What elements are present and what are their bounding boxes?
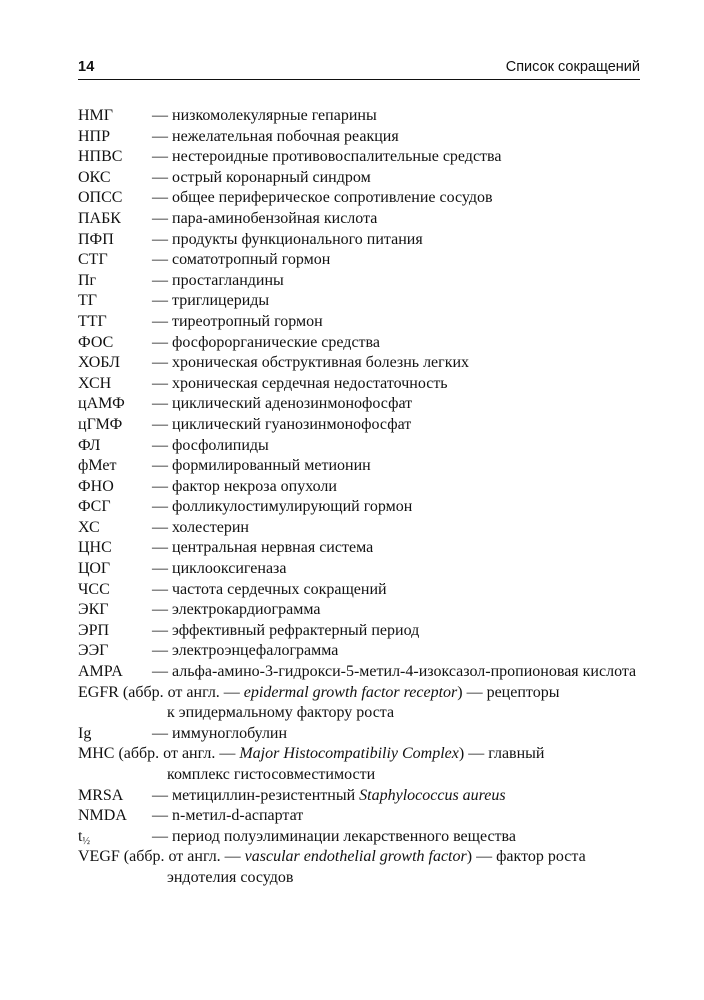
abbreviation-definition: — пара-аминобензойная кислота [152,209,378,227]
abbreviation-entry-mrsa [78,786,640,807]
abbreviation-entry-mhc [78,744,640,785]
abbreviation-definition: — низкомолекулярные гепарины [152,107,377,124]
abbreviation-definition: — острый коронарный синдром [152,168,371,186]
abbreviation-definition: — формилированный метионин [152,457,371,475]
abbreviation-term: ФСГ [78,498,111,516]
abbreviation-term: ТТГ [78,312,107,330]
abbreviation-entry [78,477,640,498]
abbreviation-entry-egfr [78,683,640,724]
abbreviation-term: AMPA [78,663,123,681]
abbreviation-term: ОПСС [78,189,123,207]
abbreviation-term: цАМФ [78,395,125,413]
abbreviation-definition: — нежелательная побочная реакция [152,127,399,145]
abbreviation-entry [78,230,640,251]
abbreviation-definition: — простагландины [152,271,284,289]
definition-text: ) — главный [458,745,545,763]
abbreviation-entry [78,188,640,209]
abbreviation-entry [78,580,640,601]
abbreviation-term: ПФП [78,230,114,248]
abbreviation-definition: — триглицериды [152,292,270,310]
abbreviation-entry-nmda [78,806,640,827]
abbreviation-definition: — период полуэлиминации лекарственного вещества [152,827,516,845]
abbreviation-definition: — продукты функционального питания [152,230,423,248]
abbreviation-definition: — фосфолипиды [152,436,269,454]
abbreviation-definition: — соматотропный гормон [152,251,331,269]
abbreviation-term: NMDA [78,807,127,825]
abbreviation-term: цГМФ [78,415,123,433]
abbreviation-definition: — холестерин [152,518,249,536]
abbreviation-entry-vegf [78,847,640,888]
abbreviation-term: ХС [78,518,100,536]
abbreviation-definition: — фолликулостимулирующий гормон [152,498,413,516]
abbreviation-entry [78,600,640,621]
abbreviation-term: ФОС [78,333,114,351]
abbreviation-term: MHC [78,745,115,763]
abbreviation-entry [78,497,640,518]
abbreviation-entry [78,312,640,333]
abbreviation-term: MRSA [78,786,124,804]
abbreviation-term: ПАБК [78,209,121,227]
definition-text: ) — фактор роста [466,848,586,866]
abbreviation-entry-t-half [78,827,640,848]
abbreviation-term: ЭРП [78,621,110,639]
abbreviation-term: ХСН [78,374,112,392]
abbreviation-definition: — частота сердечных сокращений [152,580,387,598]
abbreviation-entry [78,436,640,457]
abbreviation-definition: — фактор некроза опухоли [152,477,337,495]
abbreviation-entry [78,621,640,642]
abbreviation-term: ЭЭГ [78,642,109,660]
abbreviation-entry [78,641,640,662]
definition-italic: Major Histocompatibiliy Complex [239,745,459,763]
abbreviation-term: ФЛ [78,436,101,454]
abbreviation-definition: — циклооксигеназа [152,560,287,578]
abbreviation-term: СТГ [78,251,108,269]
abbreviation-definition: — альфа-амино-3-гидрокси-5-метил-4-изоксазол-пропионовая кислота [152,663,637,681]
definition-italic: Staphylococcus aureus [359,786,506,804]
page-number: 14 [78,59,95,75]
abbreviation-term: ФНО [78,477,114,495]
abbreviation-list [78,106,640,889]
abbreviation-entry [78,374,640,395]
page-header [78,55,640,79]
abbreviation-entry [78,353,640,374]
abbreviation-term: ЦОГ [78,560,111,578]
abbreviation-definition: — фосфорорганические средства [152,333,380,351]
abbreviation-term: ХОБЛ [78,354,120,372]
definition-continuation: эндотелия сосудов [167,868,294,886]
abbreviation-entry [78,518,640,539]
definition-text: (аббр. от англ. — [118,745,240,763]
running-title: Список сокращений [505,59,640,75]
abbreviation-term: Ig [78,724,92,742]
abbreviation-term: ТГ [78,292,98,310]
abbreviation-entry-ig [78,724,640,745]
abbreviation-definition: — n-метил-d-аспартат [152,807,304,825]
abbreviation-term: ЭКГ [78,601,109,619]
definition-text: (аббр. от англ. — [123,848,245,866]
abbreviation-term: t [78,827,83,845]
abbreviation-term: EGFR [78,683,119,701]
definition-italic: epidermal growth factor receptor [243,683,458,701]
definition-italic: vascular endothelial growth factor [244,848,467,866]
abbreviation-entry [78,106,640,127]
abbreviation-entry [78,333,640,354]
abbreviation-definition: — электрокардиограмма [152,601,321,619]
abbreviation-definition: — циклический гуанозинмонофосфат [152,415,412,433]
abbreviation-entry [78,147,640,168]
abbreviation-definition: — нестероидные противовоспалительные средства [152,148,502,166]
definition-continuation: к эпидермальному фактору роста [167,704,395,722]
abbreviation-term: ЧСС [78,580,110,598]
abbreviation-term: НПР [78,127,111,145]
abbreviation-definition: — хроническая обструктивная болезнь легких [152,354,470,372]
abbreviation-definition: — эффективный рефрактерный период [152,621,420,639]
abbreviation-definition: — тиреотропный гормон [152,312,323,330]
definition-text: — метициллин-резистентный [152,786,360,804]
definition-continuation: комплекс гистосовместимости [167,766,376,783]
abbreviation-entry [78,291,640,312]
abbreviation-term: фМет [78,457,117,475]
abbreviation-entry [78,538,640,559]
abbreviation-term: НМГ [78,107,114,124]
abbreviation-entry [78,127,640,148]
abbreviation-definition: — циклический аденозинмонофосфат [152,395,413,413]
abbreviation-entry [78,168,640,189]
abbreviation-definition: — электроэнцефалограмма [152,642,339,660]
definition-text: (аббр. от англ. — [122,683,244,701]
abbreviation-term: ОКС [78,168,111,186]
header-rule [78,79,640,80]
abbreviation-entry [78,394,640,415]
abbreviation-term: ЦНС [78,539,112,557]
subscript-half: ½ [82,835,90,847]
abbreviation-entry [78,250,640,271]
abbreviation-entry [78,415,640,436]
abbreviation-definition: — центральная нервная система [152,539,374,557]
abbreviation-entry [78,662,640,683]
abbreviation-definition: — иммуноглобулин [152,724,288,742]
abbreviation-definition: — общее периферическое сопротивление сосудов [152,189,493,207]
abbreviation-entry [78,456,640,477]
abbreviation-term: VEGF [78,848,120,866]
abbreviation-term: НПВС [78,148,123,166]
abbreviation-entry [78,209,640,230]
abbreviation-entry [78,559,640,580]
abbreviation-entries [78,106,640,683]
abbreviation-entry [78,271,640,292]
definition-text: ) — рецепторы [457,683,560,701]
abbreviation-definition: — хроническая сердечная недостаточность [152,374,448,392]
abbreviation-term: Пг [78,271,97,289]
